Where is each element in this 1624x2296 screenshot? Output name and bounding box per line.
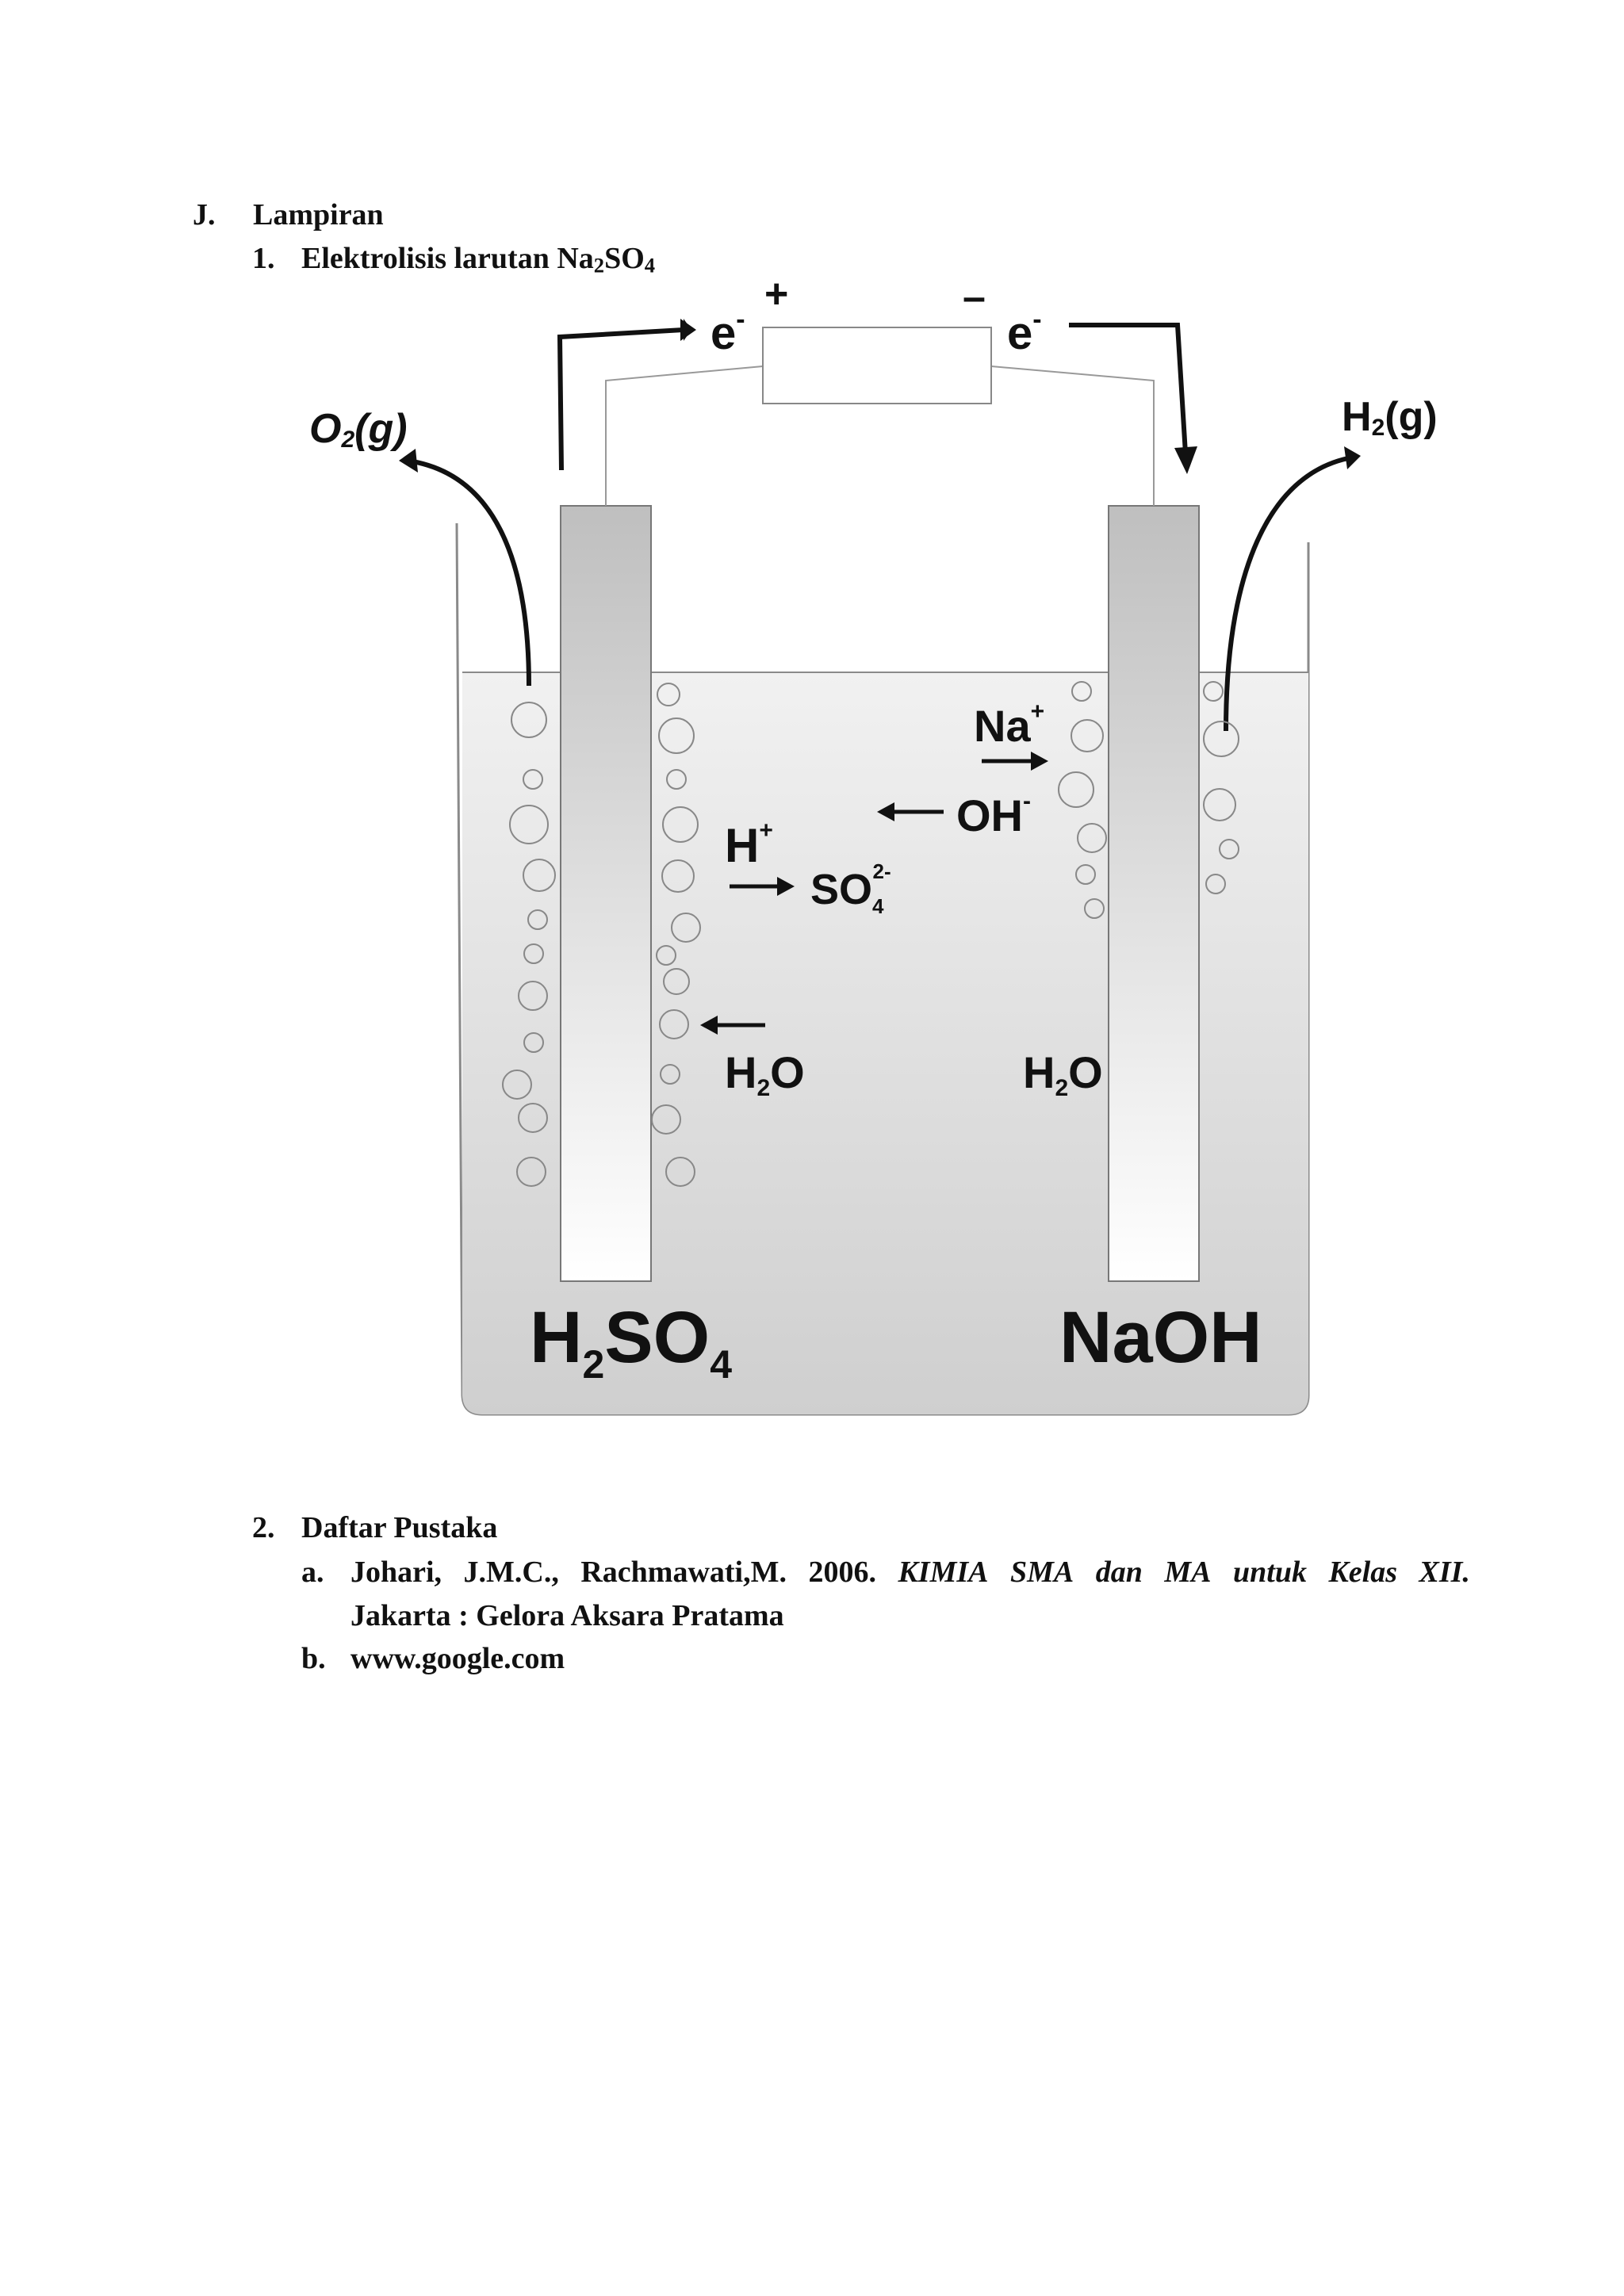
na-ion-label: Na+	[974, 698, 1045, 751]
item1-number: 1.	[252, 242, 275, 275]
reference-b-marker: b.	[301, 1642, 326, 1675]
positive-terminal: +	[764, 271, 789, 317]
cathode-electrode	[1109, 506, 1199, 1281]
so4-ion-label: $SO_42-$	[810, 859, 891, 918]
electron-right-label: e-	[1007, 304, 1042, 359]
h2o-left-label: H2O	[725, 1047, 805, 1101]
item2-title: Daftar Pustaka	[301, 1511, 498, 1544]
h-ion-label: H+	[725, 817, 773, 872]
h2-label: H2(g)	[1342, 394, 1438, 441]
item2-number: 2.	[252, 1511, 275, 1544]
electron-arrow-right	[1069, 325, 1185, 453]
reference-a-line1: Johari, J.M.C., Rachmawati,M. 2006. KIMIA SMA dan MA untuk Kelas XII.	[350, 1556, 1470, 1589]
item1-title: Elektrolisis larutan $Na_2SO_4$	[301, 242, 656, 277]
reference-a-line2: Jakarta : Gelora Aksara Pratama	[350, 1599, 784, 1632]
electron-left-label: e-	[710, 304, 745, 359]
o2-arrow	[412, 461, 529, 686]
h2o-right-label: H2O	[1023, 1047, 1103, 1101]
wire-left	[606, 366, 763, 506]
h2so4-label: $H_2SO_4$	[530, 1297, 733, 1387]
anode-electrode	[561, 506, 651, 1281]
o2-label: O2(g)	[309, 406, 408, 453]
reference-b-link[interactable]: www.google.com	[350, 1642, 565, 1675]
wire-right	[991, 366, 1154, 506]
electron-arrow-left	[560, 330, 684, 470]
section-marker: J.	[193, 198, 216, 232]
naoh-label: NaOH	[1059, 1297, 1262, 1378]
negative-terminal: –	[963, 274, 986, 320]
reference-a-marker: a.	[301, 1556, 324, 1589]
power-source	[763, 327, 991, 404]
oh-ion-label: OH-	[956, 788, 1031, 840]
section-title: Lampiran	[253, 198, 384, 232]
